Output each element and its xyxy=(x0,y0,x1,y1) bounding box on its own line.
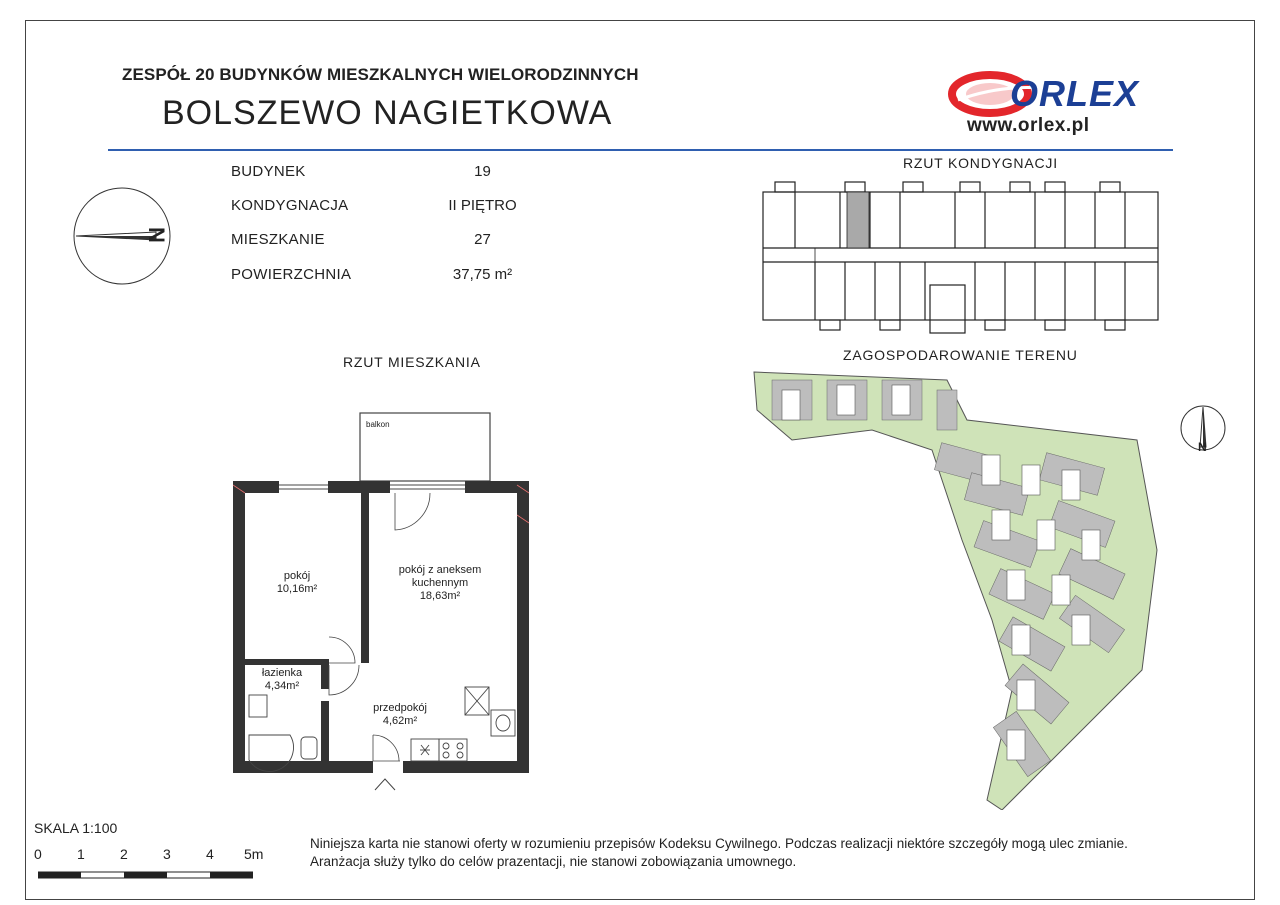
disclaimer xyxy=(310,835,1128,871)
site-plan-drawing xyxy=(752,370,1162,810)
logo-brand-text: ORLEX xyxy=(1010,73,1140,114)
bathroom-area: 4,34m² xyxy=(264,680,300,692)
info-value-floor: II PIĘTRO xyxy=(448,197,517,214)
project-subtitle: ZESPÓŁ 20 BUDYNKÓW MIESZKALNYCH WIELORODZINNYCH xyxy=(122,65,639,84)
room1-name: pokój xyxy=(283,570,311,582)
disclaimer-line1: Niniejsza karta nie stanowi oferty w rozumieniu przepisów Kodeksu Cywilnego. Podczas realizacji niektóre szczegóły mogą ulec zmianie. xyxy=(310,836,1128,851)
logo-url: www.orlex.pl xyxy=(967,115,1090,136)
scale-tick-2: 2 xyxy=(120,846,128,862)
room2-name-line2: kuchennym xyxy=(411,577,469,589)
compass-north-letter: N xyxy=(143,227,169,243)
scale-tick-1: 1 xyxy=(77,846,85,862)
site-compass-icon xyxy=(1178,403,1228,458)
room2-name-line1: pokój z aneksem xyxy=(398,564,482,576)
info-value-building: 19 xyxy=(474,163,491,180)
project-title: BOLSZEWO NAGIETKOWA xyxy=(162,94,613,132)
scale-tick-0: 0 xyxy=(34,846,42,862)
room-label-room2 xyxy=(385,564,495,603)
scale-tick-5: 5m xyxy=(244,846,264,862)
room2-area: 18,63m² xyxy=(419,590,461,602)
site-compass-north-letter: N xyxy=(1198,440,1207,454)
disclaimer-line2: Aranżacja służy tylko do celów prazentacji, nie stanowi zobowiązania umownego. xyxy=(310,854,797,869)
scale-label: SKALA 1:100 xyxy=(34,820,118,836)
floor-plan-caption: RZUT KONDYGNACJI xyxy=(903,155,1058,171)
room-label-hall xyxy=(360,702,440,728)
compass-icon xyxy=(70,186,178,286)
orlex-logo xyxy=(948,70,1178,118)
room-label-room1 xyxy=(262,570,332,596)
info-label-building: BUDYNEK xyxy=(231,163,306,180)
site-plan-caption: ZAGOSPODAROWANIE TERENU xyxy=(843,347,1078,363)
scale-bar xyxy=(38,866,253,874)
room-label-balcony: balkon xyxy=(366,420,390,429)
header-divider xyxy=(108,149,1173,151)
scale-tick-3: 3 xyxy=(163,846,171,862)
hall-area: 4,62m² xyxy=(382,715,418,727)
bathroom-name: łazienka xyxy=(261,667,303,679)
info-label-apartment: MIESZKANIE xyxy=(231,231,325,248)
floor-plan-drawing xyxy=(755,180,1165,335)
info-value-area: 37,75 m² xyxy=(452,266,513,283)
info-value-apartment: 27 xyxy=(474,231,491,248)
apartment-plan-caption: RZUT MIESZKANIA xyxy=(343,354,481,370)
info-label-area: POWIERZCHNIA xyxy=(231,266,352,283)
info-label-floor: KONDYGNACJA xyxy=(231,197,349,214)
room-label-bathroom xyxy=(247,667,317,693)
hall-name: przedpokój xyxy=(373,702,427,714)
scale-tick-4: 4 xyxy=(206,846,214,862)
room1-area: 10,16m² xyxy=(276,583,318,595)
